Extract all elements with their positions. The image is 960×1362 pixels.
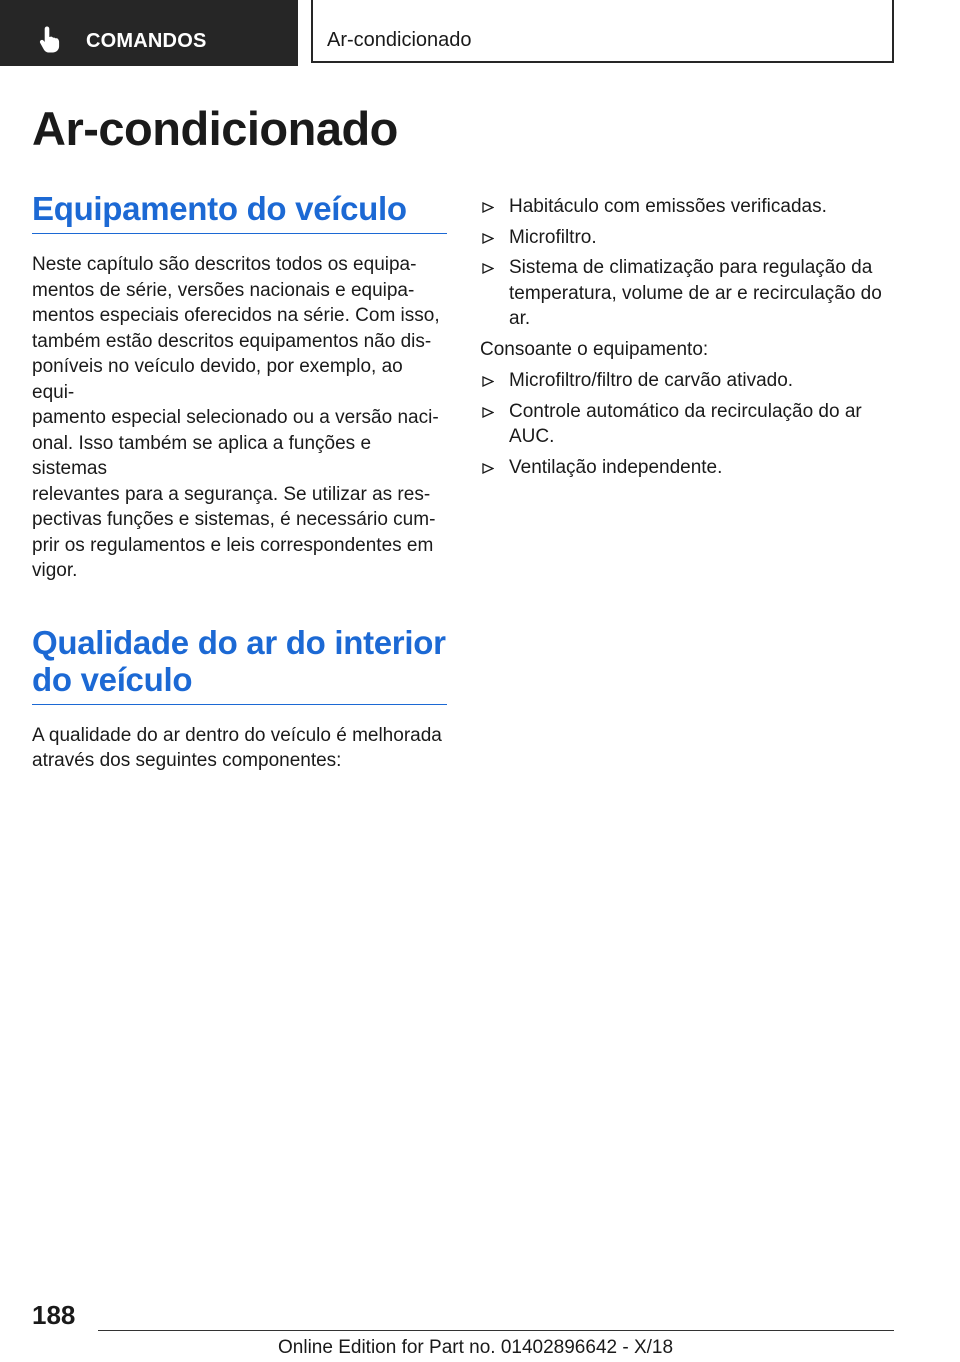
section-divider [32,704,447,705]
triangle-bullet-icon [482,263,494,274]
list-item [480,368,900,394]
header-tab [0,0,298,66]
left-column [32,190,447,774]
heading-line: Qualidade do ar do interior [32,623,446,661]
para-line: Neste capítulo são descritos todos os equipa- [32,254,417,275]
list-item-text: AUC. [509,426,555,447]
section-qualidade [32,624,447,774]
triangle-bullet-icon [482,407,494,418]
hand-pointer-icon [38,25,64,53]
components-list [480,194,900,332]
triangle-bullet-icon [482,463,494,474]
list-item-text: Ventilação independente. [509,456,723,478]
header-section-label: Ar-condicionado [327,29,472,51]
para-line: poníveis no veículo devido, por exemplo, ao equi- [32,356,403,403]
para-line: pamento especial selecionado ou a versão naci- [32,407,439,428]
qualidade-paragraph [32,723,447,774]
triangle-bullet-icon [482,202,494,213]
consoante-label: Consoante o equipamento: [480,338,709,360]
page-title: Ar-condicionado [32,102,398,155]
para-line: pectivas funções e sistemas, é necessário cum- [32,509,436,530]
right-column [480,194,900,485]
section-divider [32,233,447,234]
page-number: 188 [32,1300,76,1330]
header-section-box [311,0,894,63]
para-line: mentos de série, versões nacionais e equipa- [32,279,415,301]
optional-list [480,368,900,480]
footer-divider [98,1330,894,1331]
list-item-text: Microfiltro/filtro de carvão ativado. [509,370,794,391]
para-line: através dos seguintes componentes: [32,750,342,771]
list-item [480,399,900,450]
para-line: prir os regulamentos e leis correspondentes em [32,534,434,556]
list-item-text: Sistema de climatização para regulação da [509,257,873,278]
list-item-text: Microfiltro. [509,226,597,248]
footer-edition: Online Edition for Part no. 01402896642 - X/18 [278,1337,674,1358]
list-item-text: temperatura, volume de ar e recirculação do [509,282,882,304]
section-heading-qualidade [32,624,447,704]
para-line: vigor. [32,560,78,581]
list-item [480,455,900,481]
header-tab-label: COMANDOS [86,30,207,52]
list-item [480,225,900,251]
list-item [480,255,900,332]
para-line: relevantes para a segurança. Se utilizar as res- [32,483,431,505]
list-item [480,194,900,220]
para-line: mentos especiais oferecidos na série. Com isso, [32,305,440,326]
list-item-text: ar. [509,308,531,329]
intro-paragraph [32,252,447,584]
para-line: A qualidade do ar dentro do veículo é melhorada [32,724,442,746]
para-line: onal. Isso também se aplica a funções e sistemas [32,432,372,479]
para-line: também estão descritos equipamentos não dis- [32,330,432,352]
triangle-bullet-icon [482,233,494,244]
section-heading-equipamento: Equipamento do veículo [32,190,407,227]
list-item-text: Habitáculo com emissões verificadas. [509,196,827,217]
heading-line: do veículo [32,660,193,698]
triangle-bullet-icon [482,376,494,387]
list-item-text: Controle automático da recirculação do ar [509,400,862,422]
